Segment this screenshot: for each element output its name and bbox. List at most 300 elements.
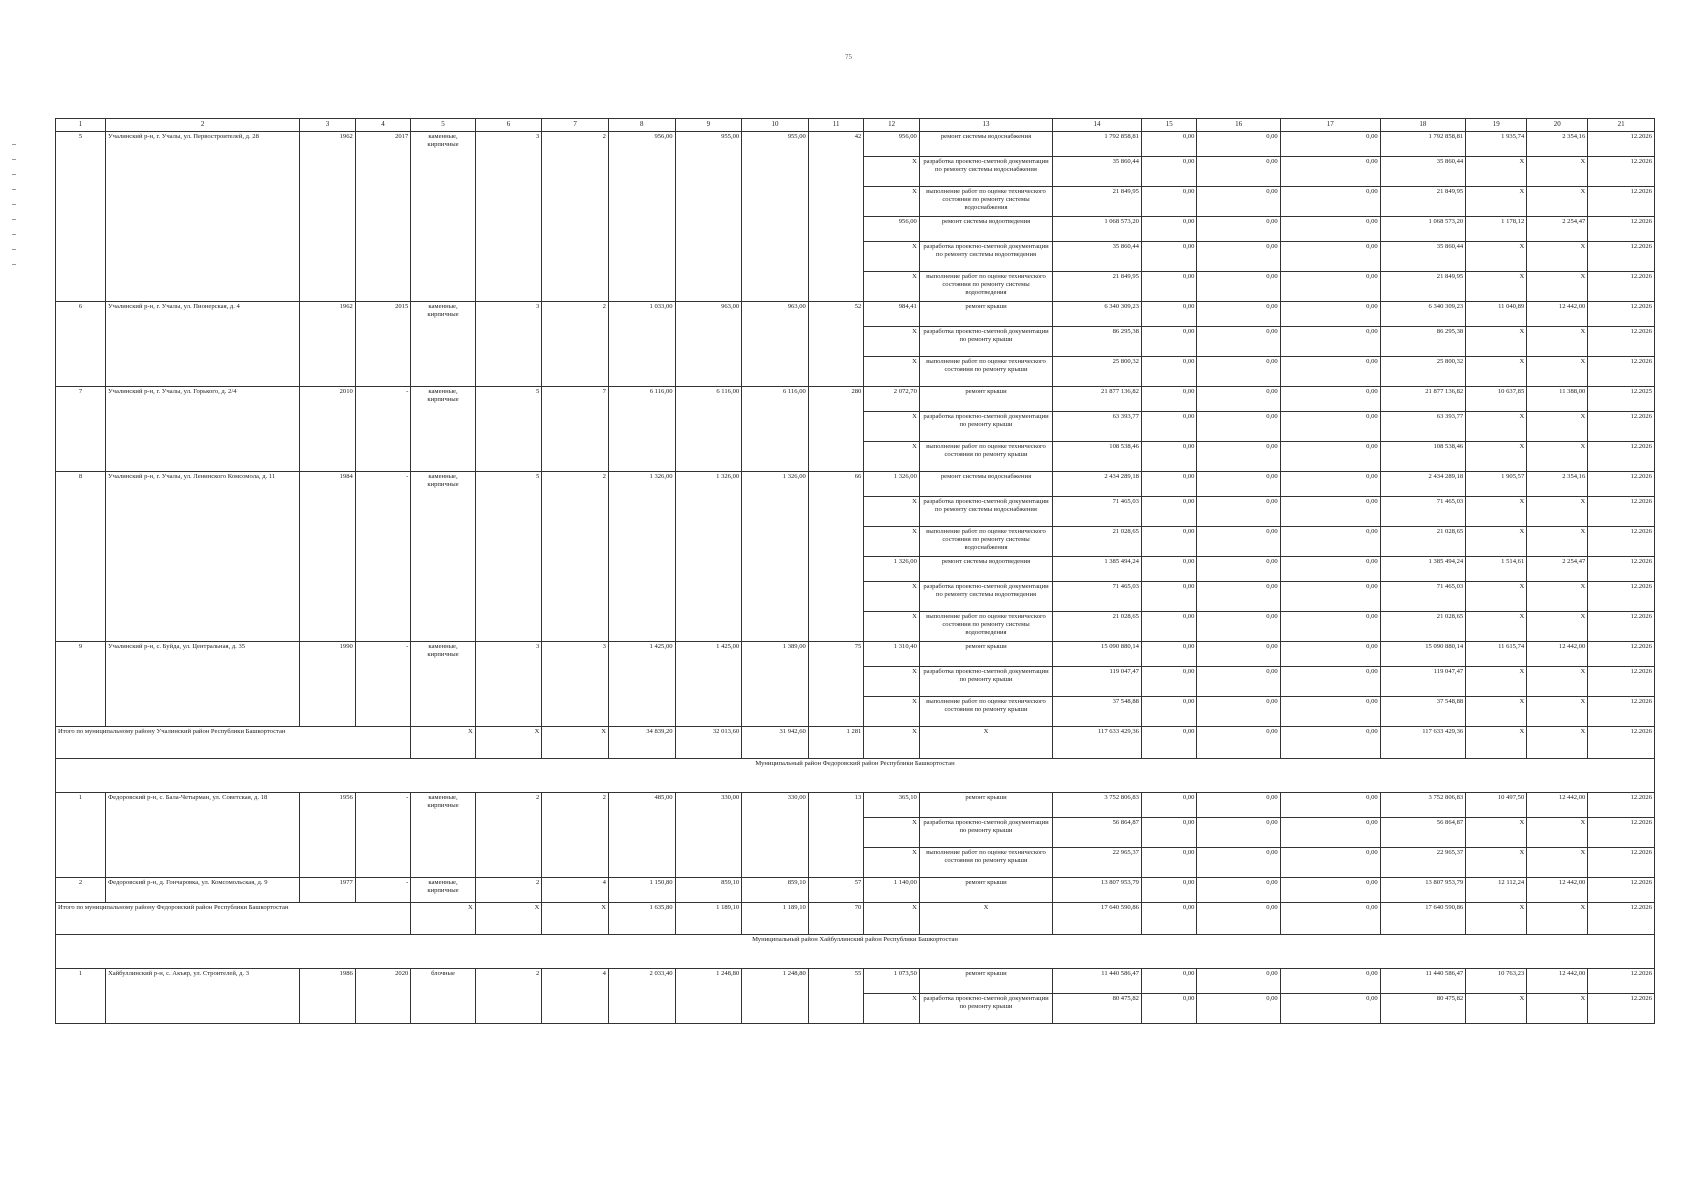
wall-material: каменные, кирпичные	[411, 132, 475, 302]
cost-cell: X	[1527, 357, 1588, 387]
residents-count: 75	[808, 642, 864, 727]
cost-cell: 6 340 309,23	[1053, 302, 1142, 327]
work-volume: X	[864, 994, 920, 1024]
cost-cell: X	[1466, 357, 1527, 387]
cost-cell: 21 849,95	[1380, 272, 1466, 302]
cost-cell: 0,00	[1280, 272, 1380, 302]
cost-cell: 12.2026	[1588, 527, 1655, 557]
year-built: 1977	[300, 878, 356, 903]
entrances-count: 4	[542, 969, 609, 1024]
work-type: ремонт крыши	[919, 387, 1052, 412]
cost-cell: 12.2026	[1588, 412, 1655, 442]
total-cell: X	[1466, 727, 1527, 759]
cost-cell: 71 465,03	[1380, 582, 1466, 612]
cost-cell: 0,00	[1197, 242, 1280, 272]
wall-material: каменные, кирпичные	[411, 472, 475, 642]
cost-cell: 0,00	[1141, 157, 1197, 187]
cost-cell: X	[1466, 327, 1527, 357]
floors-count: 5	[475, 387, 542, 472]
cost-cell: 12.2026	[1588, 187, 1655, 217]
work-type: ремонт системы водоснабжения	[919, 132, 1052, 157]
cost-cell: 71 465,03	[1380, 497, 1466, 527]
cost-cell: 37 548,88	[1380, 697, 1466, 727]
cost-cell: 1 905,57	[1466, 472, 1527, 497]
column-number-header: 15	[1141, 119, 1197, 132]
work-type: разработка проектно-сметной документации по ремонту системы водоотведения	[919, 242, 1052, 272]
work-type: выполнение работ по оценке технического состояния по ремонту системы водоснабжения	[919, 187, 1052, 217]
building-address: Федоровский р-н, д. Гончаровка, ул. Комсомольская, д. 9	[105, 878, 299, 903]
cost-cell: 80 475,82	[1053, 994, 1142, 1024]
district-total-label: Итого по муниципальному району Федоровский район Республики Башкортостан	[56, 903, 411, 935]
residential-area: 955,00	[742, 132, 809, 302]
work-volume: X	[864, 157, 920, 187]
cost-cell: X	[1466, 412, 1527, 442]
cost-cell: X	[1466, 497, 1527, 527]
binder-marks	[8, 130, 22, 350]
cost-cell: X	[1527, 667, 1588, 697]
housing-repair-register-table	[55, 118, 1655, 1024]
cost-cell: 0,00	[1280, 242, 1380, 272]
premises-area: 963,00	[675, 302, 742, 387]
cost-cell: 0,00	[1197, 357, 1280, 387]
row-number: 9	[56, 642, 106, 727]
column-number-header: 17	[1280, 119, 1380, 132]
work-type: выполнение работ по оценке технического состояния по ремонту системы водоснабжения	[919, 527, 1052, 557]
entrances-count: 4	[542, 878, 609, 903]
work-volume: X	[864, 818, 920, 848]
building-row	[56, 472, 1655, 497]
residents-count: 57	[808, 878, 864, 903]
cost-cell: 10 637,85	[1466, 387, 1527, 412]
cost-cell: X	[1466, 582, 1527, 612]
cost-cell: 0,00	[1280, 387, 1380, 412]
cost-cell: 0,00	[1280, 357, 1380, 387]
cost-cell: 12.2026	[1588, 132, 1655, 157]
cost-cell: 0,00	[1141, 848, 1197, 878]
cost-cell: X	[1527, 272, 1588, 302]
total-cell: X	[919, 727, 1052, 759]
work-type: разработка проектно-сметной документации по ремонту крыши	[919, 412, 1052, 442]
premises-area: 1 248,80	[675, 969, 742, 1024]
residents-count: 42	[808, 132, 864, 302]
work-type: ремонт системы водоснабжения	[919, 472, 1052, 497]
row-number: 8	[56, 472, 106, 642]
cost-cell: 0,00	[1280, 497, 1380, 527]
work-type: разработка проектно-сметной документации по ремонту крыши	[919, 667, 1052, 697]
year-last-repair: -	[355, 642, 411, 727]
column-number-header: 4	[355, 119, 411, 132]
cost-cell: 21 877 136,82	[1053, 387, 1142, 412]
wall-material: каменные, кирпичные	[411, 642, 475, 727]
cost-cell: 0,00	[1280, 582, 1380, 612]
year-last-repair: 2020	[355, 969, 411, 1024]
cost-cell: X	[1466, 527, 1527, 557]
residents-count: 66	[808, 472, 864, 642]
cost-cell: 0,00	[1141, 793, 1197, 818]
cost-cell: X	[1466, 442, 1527, 472]
column-number-header: 6	[475, 119, 542, 132]
cost-cell: 0,00	[1141, 412, 1197, 442]
building-address: Учалинский р-н, с. Буйда, ул. Центральная, д. 35	[105, 642, 299, 727]
year-last-repair: -	[355, 387, 411, 472]
wall-material: каменные, кирпичные	[411, 793, 475, 878]
cost-cell: 0,00	[1197, 818, 1280, 848]
cost-cell: 86 295,38	[1380, 327, 1466, 357]
column-number-header: 1	[56, 119, 106, 132]
total-cell: 1 635,80	[608, 903, 675, 935]
cost-cell: 12.2026	[1588, 557, 1655, 582]
row-number: 6	[56, 302, 106, 387]
cost-cell: 12.2026	[1588, 272, 1655, 302]
cost-cell: 0,00	[1280, 642, 1380, 667]
work-type: выполнение работ по оценке технического состояния по ремонту крыши	[919, 357, 1052, 387]
residential-area: 330,00	[742, 793, 809, 878]
cost-cell: X	[1527, 412, 1588, 442]
column-number-header: 9	[675, 119, 742, 132]
cost-cell: 11 440 586,47	[1380, 969, 1466, 994]
cost-cell: 0,00	[1280, 442, 1380, 472]
cost-cell: 0,00	[1141, 387, 1197, 412]
cost-cell: 0,00	[1197, 132, 1280, 157]
cost-cell: X	[1466, 697, 1527, 727]
wall-material: блочные	[411, 969, 475, 1024]
cost-cell: 63 393,77	[1380, 412, 1466, 442]
premises-area: 859,10	[675, 878, 742, 903]
row-number: 1	[56, 969, 106, 1024]
total-cell: 0,00	[1197, 903, 1280, 935]
cost-cell: 0,00	[1197, 848, 1280, 878]
cost-cell: 35 860,44	[1053, 157, 1142, 187]
cost-cell: 12 442,00	[1527, 793, 1588, 818]
cost-cell: 0,00	[1280, 878, 1380, 903]
cost-cell: 6 340 309,23	[1380, 302, 1466, 327]
cost-cell: X	[1527, 157, 1588, 187]
residents-count: 52	[808, 302, 864, 387]
cost-cell: 0,00	[1141, 327, 1197, 357]
wall-material: каменные, кирпичные	[411, 302, 475, 387]
cost-cell: 0,00	[1141, 472, 1197, 497]
work-volume: 365,10	[864, 793, 920, 818]
cost-cell: 11 440 586,47	[1053, 969, 1142, 994]
building-row	[56, 302, 1655, 327]
residents-count: 13	[808, 793, 864, 878]
residential-area: 1 389,00	[742, 642, 809, 727]
cost-cell: 0,00	[1280, 472, 1380, 497]
cost-cell: 2 434 289,18	[1053, 472, 1142, 497]
cost-cell: 0,00	[1141, 878, 1197, 903]
year-last-repair: -	[355, 472, 411, 642]
total-area: 485,00	[608, 793, 675, 878]
total-area: 1 033,00	[608, 302, 675, 387]
cost-cell: 0,00	[1197, 878, 1280, 903]
cost-cell: 108 538,46	[1380, 442, 1466, 472]
cost-cell: 1 514,61	[1466, 557, 1527, 582]
column-number-header: 21	[1588, 119, 1655, 132]
cost-cell: 35 860,44	[1053, 242, 1142, 272]
cost-cell: X	[1527, 848, 1588, 878]
column-number-header: 14	[1053, 119, 1142, 132]
work-volume: 1 326,00	[864, 557, 920, 582]
cost-cell: 0,00	[1197, 527, 1280, 557]
total-cell: 31 942,60	[742, 727, 809, 759]
total-area: 6 116,00	[608, 387, 675, 472]
column-number-header: 5	[411, 119, 475, 132]
cost-cell: 21 028,65	[1053, 612, 1142, 642]
cost-cell: 12.2026	[1588, 793, 1655, 818]
residential-area: 1 248,80	[742, 969, 809, 1024]
cost-cell: 12 442,00	[1527, 878, 1588, 903]
cost-cell: 2 254,47	[1527, 557, 1588, 582]
cost-cell: 0,00	[1141, 697, 1197, 727]
cost-cell: 1 068 573,20	[1053, 217, 1142, 242]
work-volume: X	[864, 442, 920, 472]
year-built: 1962	[300, 132, 356, 302]
work-type: разработка проектно-сметной документации по ремонту крыши	[919, 327, 1052, 357]
cost-cell: 2 354,16	[1527, 472, 1588, 497]
cost-cell: 0,00	[1280, 612, 1380, 642]
work-type: разработка проектно-сметной документации по ремонту системы водоотведения	[919, 582, 1052, 612]
total-area: 1 150,80	[608, 878, 675, 903]
column-number-header: 3	[300, 119, 356, 132]
year-built: 1986	[300, 969, 356, 1024]
total-cell: X	[475, 727, 542, 759]
cost-cell: X	[1466, 612, 1527, 642]
cost-cell: 12.2026	[1588, 217, 1655, 242]
work-type: разработка проектно-сметной документации по ремонту крыши	[919, 818, 1052, 848]
district-total-row	[56, 903, 1655, 935]
column-number-header: 8	[608, 119, 675, 132]
cost-cell: 0,00	[1197, 969, 1280, 994]
work-type: ремонт крыши	[919, 642, 1052, 667]
work-volume: X	[864, 497, 920, 527]
work-volume: X	[864, 327, 920, 357]
work-type: ремонт крыши	[919, 878, 1052, 903]
total-cell: X	[1466, 903, 1527, 935]
building-address: Федоровский р-н, с. Бала-Четырман, ул. Советская, д. 18	[105, 793, 299, 878]
total-cell: X	[411, 903, 475, 935]
cost-cell: 0,00	[1197, 442, 1280, 472]
cost-cell: X	[1466, 242, 1527, 272]
column-number-header: 12	[864, 119, 920, 132]
row-number: 1	[56, 793, 106, 878]
column-number-row	[56, 119, 1655, 132]
cost-cell: 35 860,44	[1380, 242, 1466, 272]
total-cell: 1 189,10	[742, 903, 809, 935]
cost-cell: X	[1527, 697, 1588, 727]
cost-cell: 0,00	[1141, 969, 1197, 994]
cost-cell: 22 965,37	[1380, 848, 1466, 878]
cost-cell: 0,00	[1197, 217, 1280, 242]
cost-cell: 3 752 806,83	[1053, 793, 1142, 818]
district-section-title: Муниципальный район Федоровский район Республики Башкортостан	[56, 759, 1655, 793]
cost-cell: X	[1466, 667, 1527, 697]
row-number: 7	[56, 387, 106, 472]
floors-count: 2	[475, 969, 542, 1024]
residential-area: 859,10	[742, 878, 809, 903]
total-cell: X	[475, 903, 542, 935]
cost-cell: 12.2026	[1588, 242, 1655, 272]
cost-cell: 0,00	[1197, 642, 1280, 667]
cost-cell: 0,00	[1280, 818, 1380, 848]
cost-cell: 12.2026	[1588, 157, 1655, 187]
row-number: 2	[56, 878, 106, 903]
cost-cell: 0,00	[1280, 793, 1380, 818]
district-total-row	[56, 727, 1655, 759]
building-row	[56, 387, 1655, 412]
district-total-label: Итого по муниципальному району Учалинский район Республики Башкортостан	[56, 727, 411, 759]
cost-cell: 71 465,03	[1053, 497, 1142, 527]
page-number: 75	[845, 53, 852, 61]
cost-cell: 0,00	[1280, 527, 1380, 557]
work-type: выполнение работ по оценке технического состояния по ремонту крыши	[919, 697, 1052, 727]
cost-cell: 12.2026	[1588, 642, 1655, 667]
building-row	[56, 969, 1655, 994]
total-cell: 0,00	[1141, 903, 1197, 935]
cost-cell: X	[1527, 327, 1588, 357]
cost-cell: 0,00	[1141, 442, 1197, 472]
entrances-count: 2	[542, 132, 609, 302]
floors-count: 3	[475, 642, 542, 727]
cost-cell: 0,00	[1280, 132, 1380, 157]
building-row	[56, 793, 1655, 818]
cost-cell: 2 434 289,18	[1380, 472, 1466, 497]
total-cell: X	[864, 727, 920, 759]
work-volume: X	[864, 697, 920, 727]
cost-cell: 35 860,44	[1380, 157, 1466, 187]
work-volume: 2 072,70	[864, 387, 920, 412]
cost-cell: 0,00	[1197, 994, 1280, 1024]
cost-cell: X	[1527, 994, 1588, 1024]
cost-cell: 1 178,12	[1466, 217, 1527, 242]
cost-cell: 12.2026	[1588, 497, 1655, 527]
work-volume: X	[864, 272, 920, 302]
cost-cell: 0,00	[1280, 969, 1380, 994]
cost-cell: 37 548,88	[1053, 697, 1142, 727]
cost-cell: 12 442,00	[1527, 969, 1588, 994]
work-type: разработка проектно-сметной документации по ремонту системы водоснабжения	[919, 497, 1052, 527]
entrances-count: 3	[542, 642, 609, 727]
cost-cell: X	[1466, 994, 1527, 1024]
year-built: 1990	[300, 642, 356, 727]
cost-cell: 0,00	[1197, 697, 1280, 727]
residential-area: 6 116,00	[742, 387, 809, 472]
total-cell: X	[542, 727, 609, 759]
total-cell: X	[542, 903, 609, 935]
cost-cell: 0,00	[1197, 612, 1280, 642]
cost-cell: 0,00	[1197, 497, 1280, 527]
work-volume: X	[864, 357, 920, 387]
residential-area: 963,00	[742, 302, 809, 387]
work-volume: X	[864, 612, 920, 642]
premises-area: 1 326,00	[675, 472, 742, 642]
building-address: Учалинский р-н, г. Учалы, ул. Ленинского Комсомола, д. 11	[105, 472, 299, 642]
year-last-repair: -	[355, 878, 411, 903]
cost-cell: 0,00	[1141, 994, 1197, 1024]
building-row	[56, 132, 1655, 157]
cost-cell: X	[1466, 187, 1527, 217]
building-row	[56, 642, 1655, 667]
building-address: Учалинский р-н, г. Учалы, ул. Первостроителей, д. 28	[105, 132, 299, 302]
year-built: 1962	[300, 302, 356, 387]
cost-cell: X	[1527, 497, 1588, 527]
cost-cell: 0,00	[1197, 582, 1280, 612]
cost-cell: X	[1527, 527, 1588, 557]
cost-cell: 0,00	[1141, 217, 1197, 242]
total-cell: 1 189,10	[675, 903, 742, 935]
cost-cell: X	[1466, 272, 1527, 302]
column-number-header: 11	[808, 119, 864, 132]
cost-cell: 21 028,65	[1380, 612, 1466, 642]
cost-cell: 56 864,87	[1380, 818, 1466, 848]
year-built: 2010	[300, 387, 356, 472]
cost-cell: 12.2026	[1588, 969, 1655, 994]
year-last-repair: 2015	[355, 302, 411, 387]
total-cell: 17 640 590,86	[1053, 903, 1142, 935]
work-volume: 956,00	[864, 132, 920, 157]
cost-cell: 71 465,03	[1053, 582, 1142, 612]
cost-cell: 0,00	[1141, 357, 1197, 387]
entrances-count: 2	[542, 302, 609, 387]
district-section-title: Муниципальный район Хайбуллинский район Республики Башкортостан	[56, 935, 1655, 969]
cost-cell: X	[1466, 157, 1527, 187]
cost-cell: 12.2026	[1588, 472, 1655, 497]
cost-cell: 12.2026	[1588, 327, 1655, 357]
cost-cell: 63 393,77	[1053, 412, 1142, 442]
cost-cell: 0,00	[1141, 187, 1197, 217]
cost-cell: 0,00	[1197, 302, 1280, 327]
cost-cell: 0,00	[1197, 412, 1280, 442]
work-volume: X	[864, 667, 920, 697]
year-built: 1956	[300, 793, 356, 878]
row-number: 5	[56, 132, 106, 302]
cost-cell: 12.2026	[1588, 667, 1655, 697]
cost-cell: X	[1527, 612, 1588, 642]
cost-cell: 0,00	[1141, 132, 1197, 157]
cost-cell: 1 068 573,20	[1380, 217, 1466, 242]
work-volume: 1 073,50	[864, 969, 920, 994]
work-volume: 984,41	[864, 302, 920, 327]
cost-cell: 13 807 953,79	[1053, 878, 1142, 903]
cost-cell: 12.2026	[1588, 357, 1655, 387]
cost-cell: 56 864,87	[1053, 818, 1142, 848]
total-cell: 0,00	[1197, 727, 1280, 759]
cost-cell: X	[1527, 242, 1588, 272]
cost-cell: X	[1527, 582, 1588, 612]
work-type: ремонт крыши	[919, 793, 1052, 818]
cost-cell: 0,00	[1141, 272, 1197, 302]
total-cell: X	[1527, 727, 1588, 759]
column-number-header: 19	[1466, 119, 1527, 132]
cost-cell: 12.2026	[1588, 848, 1655, 878]
cost-cell: 0,00	[1280, 327, 1380, 357]
cost-cell: 80 475,82	[1380, 994, 1466, 1024]
cost-cell: 0,00	[1141, 818, 1197, 848]
cost-cell: 12.2026	[1588, 994, 1655, 1024]
cost-cell: 0,00	[1141, 497, 1197, 527]
floors-count: 5	[475, 472, 542, 642]
building-row	[56, 878, 1655, 903]
cost-cell: 13 807 953,79	[1380, 878, 1466, 903]
column-number-header: 13	[919, 119, 1052, 132]
work-volume: X	[864, 527, 920, 557]
wall-material: каменные, кирпичные	[411, 387, 475, 472]
total-cell: 17 640 590,86	[1380, 903, 1466, 935]
cost-cell: 12.2026	[1588, 582, 1655, 612]
total-cell: 12.2026	[1588, 903, 1655, 935]
total-cell: 34 839,20	[608, 727, 675, 759]
column-number-header: 16	[1197, 119, 1280, 132]
cost-cell: 21 028,65	[1053, 527, 1142, 557]
